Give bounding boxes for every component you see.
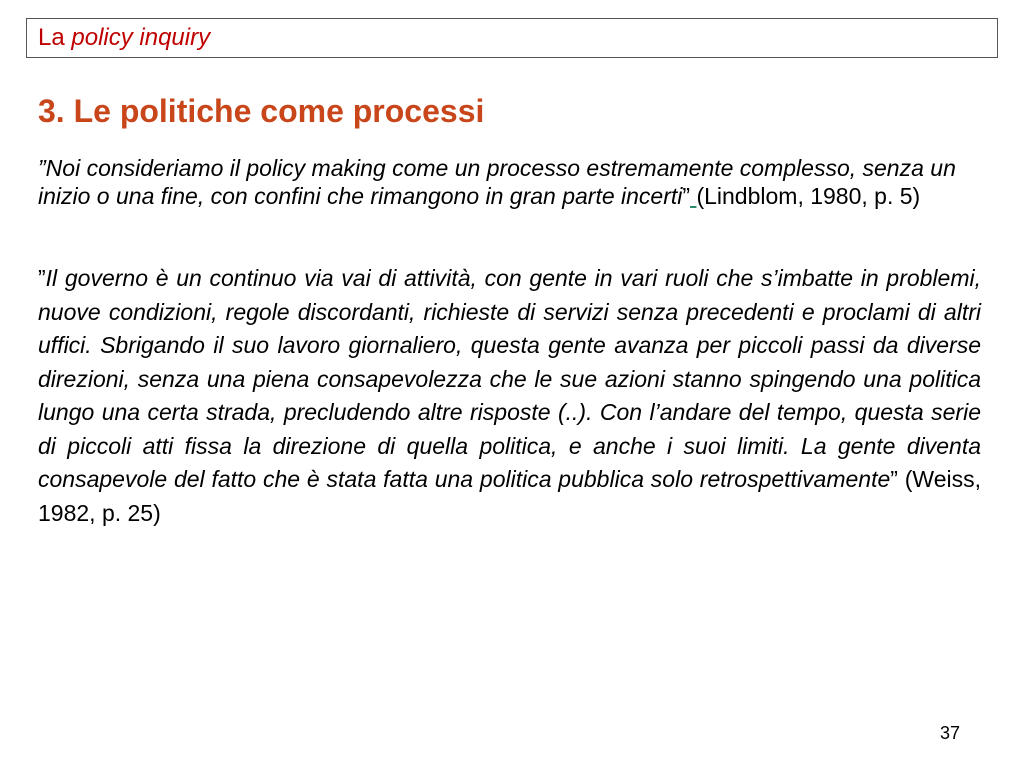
- quote-lindblom-citation: (Lindblom, 1980, p. 5): [696, 183, 921, 209]
- quote-weiss: [38, 262, 981, 530]
- slide-header-box: [26, 18, 998, 58]
- quote-lindblom: [38, 154, 968, 210]
- page-number: 37: [940, 723, 961, 743]
- quote-lindblom-text: Noi consideriamo il policy making come un processo estremamente complesso, senza un inizio o una fine, con confini che rimangono in gran parte incerti: [38, 155, 956, 209]
- slide-header-title: [38, 24, 210, 52]
- header-title-italic: policy inquiry: [71, 24, 211, 51]
- header-title-prefix: La: [38, 24, 72, 51]
- quote-weiss-close-quote: ”: [890, 466, 898, 492]
- slide-heading: 3. Le politiche come processi: [38, 93, 485, 129]
- quote-weiss-citation: (Weiss, 1982, p. 25): [38, 466, 982, 526]
- quote-lindblom-open-quote: ”: [38, 155, 46, 181]
- quote-weiss-text: Il governo è un continuo via vai di attività, con gente in vari ruoli che s’imbatte in problemi, nuove condizioni, regole discordanti, richieste di servizi senza precedenti e proclami di altri uffici. Sbrigando il suo lavoro giornaliero, questa gente avanza per piccoli passi da diverse direzioni, senza una piena consapevolezza che le sue azioni stanno spingendo una politica lungo una certa strada, precludendo altre risposte (..). Con l’andare del tempo, questa serie di piccoli atti fissa la direzione di quella politica, e anche i suoi limiti. La gente diventa consapevole del fatto che è stata fatta una politica pubblica solo retrospettivamente: [38, 265, 981, 492]
- quote-weiss-open-quote: ”: [38, 265, 46, 291]
- quote-lindblom-close-quote: ”: [682, 183, 691, 209]
